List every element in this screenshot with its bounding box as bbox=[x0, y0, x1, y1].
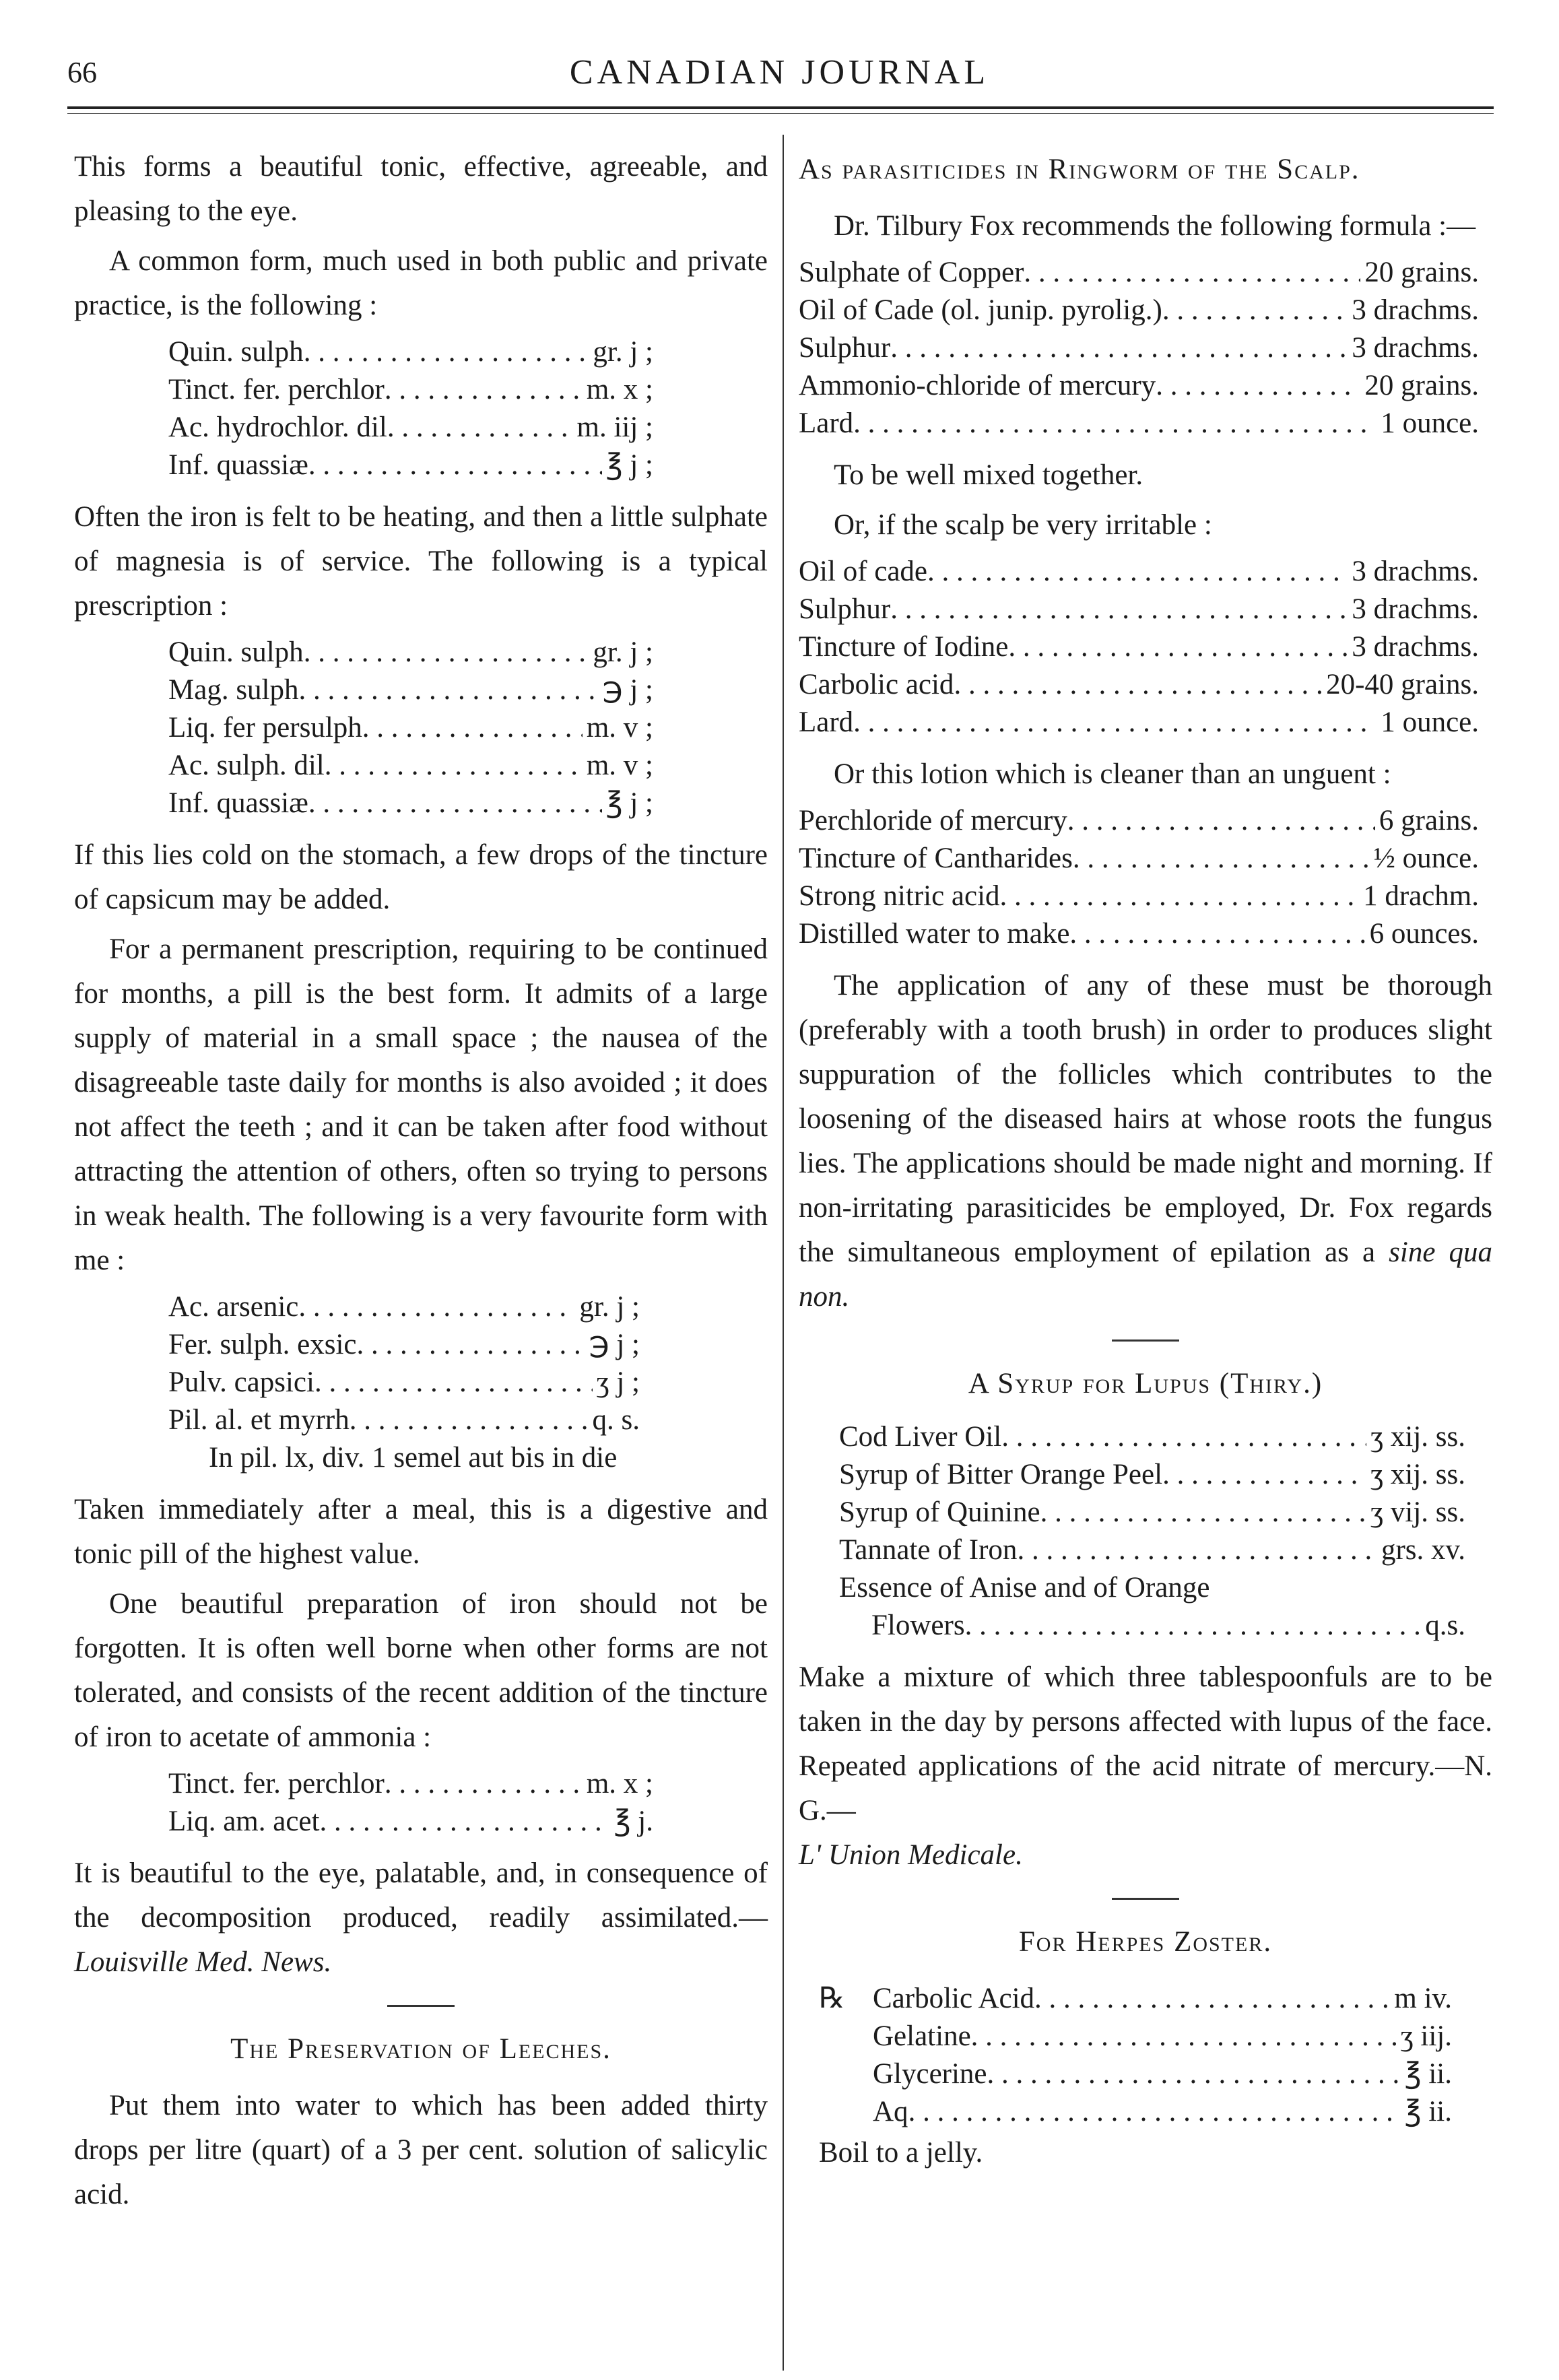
paragraph: One beautiful preparation of iron should not be forgotten. It is often well borne when other forms are not tolerated, and consists of the recent addition of the tincture of iron to acetate of ammonia : bbox=[74, 1588, 768, 1753]
ingredient-name: Lard bbox=[799, 407, 854, 439]
paragraph: Taken immediately after a meal, this is a digestive and tonic pill of the highest value. bbox=[74, 1494, 768, 1570]
prescription-row bbox=[799, 591, 1479, 628]
ingredient-name: Tinct. fer. perchlor bbox=[168, 1768, 385, 1799]
ingredient-dose: gr. j ; bbox=[593, 636, 653, 668]
ingredient-dose: 6 grains. bbox=[1379, 805, 1479, 836]
prescription-row bbox=[799, 553, 1479, 591]
source-citation: L' Union Medicale. bbox=[799, 1839, 1023, 1871]
ingredient-dose: ℈ j ; bbox=[602, 674, 653, 706]
prescription-row bbox=[873, 1980, 1452, 2018]
ingredient-dose: ℥ j ; bbox=[605, 449, 653, 481]
prescription-row bbox=[799, 254, 1479, 292]
source-citation: Louisville Med. News. bbox=[74, 1946, 332, 1978]
ingredient-dose: 1 ounce. bbox=[1381, 706, 1479, 738]
prescription-row bbox=[799, 840, 1479, 878]
prescription-list bbox=[168, 1288, 640, 1439]
prescription-row bbox=[168, 747, 653, 785]
ingredient-dose: ℥ ii. bbox=[1404, 2096, 1452, 2127]
herpes-prescription bbox=[799, 1977, 1492, 2131]
paragraph: A common form, much used in both public and private practice, is the following : bbox=[74, 245, 768, 321]
ingredient-dose: gr. j ; bbox=[593, 336, 653, 368]
recipe-symbol-icon: ℞ bbox=[819, 1983, 845, 2014]
prescription-row bbox=[799, 878, 1479, 915]
ingredient-dose: grs. xv. bbox=[1381, 1534, 1465, 1566]
ingredient-name: Tincture of Iodine bbox=[799, 631, 1009, 663]
prescription-row bbox=[168, 1803, 653, 1841]
ingredient-name: Quin. sulph bbox=[168, 636, 304, 668]
section-heading: The Preservation of Leeches. bbox=[230, 2033, 611, 2065]
ingredient-dose: ℥ j. bbox=[613, 1806, 653, 1837]
header-rule bbox=[67, 106, 1494, 109]
latin-phrase: sine qua non. bbox=[799, 1236, 1492, 1313]
ingredient-name: Cod Liver Oil bbox=[839, 1421, 1002, 1453]
ingredient-name: Ammonio-chloride of mercury bbox=[799, 370, 1156, 401]
paragraph: Often the iron is felt to be heating, and then a little sulphate of magnesia is of service. The following is a typical prescription : bbox=[74, 501, 768, 622]
ingredient-dose: ℥ j ; bbox=[605, 787, 653, 819]
ingredient-dose: 3 drachms. bbox=[1352, 631, 1479, 663]
ingredient-name: Ac. hydrochlor. dil bbox=[168, 411, 387, 443]
ingredient-dose: ½ ounce. bbox=[1373, 842, 1479, 874]
prescription-note-wrap bbox=[168, 1439, 640, 1477]
prescription-row bbox=[839, 1607, 1465, 1645]
prescription-row bbox=[799, 367, 1479, 405]
prescription-list bbox=[839, 1418, 1465, 1569]
ingredient-dose: q.s. bbox=[1425, 1610, 1465, 1641]
ingredient-dose: 3 drachms. bbox=[1352, 332, 1479, 364]
ingredient-dose: ʒ j ; bbox=[596, 1366, 640, 1398]
ingredient-name: Syrup of Bitter Orange Peel bbox=[839, 1459, 1163, 1490]
ingredient-name: Glycerine bbox=[873, 2058, 987, 2090]
prescription-row bbox=[168, 1288, 640, 1326]
prescription-row bbox=[168, 634, 653, 671]
paragraph: Put them into water to which has been added thirty drops per litre (quart) of a 3 per cent. solution of salicylic acid. bbox=[74, 2090, 768, 2210]
section-separator bbox=[1112, 1340, 1179, 1342]
prescription-note: In pil. lx, div. 1 semel aut bis in die bbox=[209, 1442, 618, 1474]
ingredient-name: Sulphur bbox=[799, 593, 891, 625]
ingredient-name: Tinct. fer. perchlor bbox=[168, 374, 385, 405]
prescription-row bbox=[839, 1569, 1465, 1607]
ingredient-dose: m iv. bbox=[1394, 1983, 1452, 2014]
prescription-row bbox=[839, 1456, 1465, 1494]
prescription-row bbox=[839, 1531, 1465, 1569]
column-divider bbox=[783, 135, 784, 2371]
ingredient-dose: ℈ j ; bbox=[589, 1329, 640, 1360]
ingredient-name: Inf. quassiæ bbox=[168, 449, 308, 481]
paragraph-text: The application of any of these must be thorough (preferably with a tooth brush) in order to produces slight suppuration of the follicles which contributes to the loosening of the diseased hairs at whose roots the fungus lies. The applications should be made night and morning. If non-irritating parasiticides be employed, Dr. Fox regards the simultaneous employment of epilation as a bbox=[799, 970, 1492, 1268]
ingredient-dose: 20 grains. bbox=[1364, 257, 1479, 288]
ingredient-dose: 1 ounce. bbox=[1381, 407, 1479, 439]
ingredient-name: Tincture of Cantharides bbox=[799, 842, 1073, 874]
ingredient-name: Tannate of Iron bbox=[839, 1534, 1018, 1566]
ingredient-name: Fer. sulph. exsic bbox=[168, 1329, 357, 1360]
ingredient-name: Mag. sulph bbox=[168, 674, 299, 706]
running-title: CANADIAN JOURNAL bbox=[569, 53, 990, 92]
ingredient-name: Gelatine bbox=[873, 2020, 971, 2052]
prescription-row bbox=[168, 371, 653, 409]
header-rule-thin bbox=[67, 113, 1494, 114]
paragraph bbox=[74, 1851, 768, 1985]
paragraph: Or this lotion which is cleaner than an unguent : bbox=[834, 758, 1391, 790]
prescription-row bbox=[168, 409, 653, 447]
paragraph: Dr. Tilbury Fox recommends the following formula :— bbox=[834, 210, 1476, 242]
ingredient-dose: m. iij ; bbox=[576, 411, 653, 443]
paragraph: For a permanent prescription, requiring to be continued for months, a pill is the best form. It admits of a large supply of material in a small space ; the nausea of the disagreeable taste daily for months is also avoided ; it does not affect the teeth ; and it can be taken after food without attracting the attention of others, often so trying to persons in weak health. The following is a very favourite form with me : bbox=[74, 933, 768, 1276]
ingredient-dose: ʒ iij. bbox=[1400, 2020, 1452, 2052]
ingredient-dose: m. x ; bbox=[586, 1768, 653, 1799]
ingredient-name: Flowers bbox=[871, 1610, 965, 1641]
ingredient-dose: ʒ vij. ss. bbox=[1370, 1496, 1465, 1528]
paragraph bbox=[799, 1655, 1492, 1878]
page-number: 66 bbox=[67, 56, 97, 89]
ingredient-dose: ʒ xij. ss. bbox=[1370, 1459, 1465, 1490]
prescription-row bbox=[799, 329, 1479, 367]
prescription-row bbox=[168, 1765, 653, 1803]
ingredient-name: Oil of cade bbox=[799, 556, 928, 587]
prescription-list bbox=[799, 254, 1479, 442]
ingredient-dose: gr. j ; bbox=[579, 1291, 640, 1323]
prescription-row bbox=[839, 1418, 1465, 1456]
prescription-list bbox=[873, 1980, 1452, 2131]
ingredient-dose: ʒ xij. ss. bbox=[1370, 1421, 1465, 1453]
paragraph: If this lies cold on the stomach, a few drops of the tincture of capsicum may be added. bbox=[74, 839, 768, 915]
ingredient-name: Liq. fer persulph bbox=[168, 712, 362, 743]
ingredient-dose: 3 drachms. bbox=[1352, 593, 1479, 625]
ingredient-name: Perchloride of mercury bbox=[799, 805, 1067, 836]
prescription-row bbox=[168, 1326, 640, 1364]
prescription-row bbox=[799, 292, 1479, 329]
ingredient-name: Ac. sulph. dil bbox=[168, 750, 325, 781]
ingredient-dose: m. x ; bbox=[586, 374, 653, 405]
prescription-row bbox=[168, 671, 653, 709]
ingredient-name: Ac. arsenic bbox=[168, 1291, 299, 1323]
prescription-row bbox=[168, 1401, 640, 1439]
paragraph-text: It is beautiful to the eye, palatable, and, in consequence of the decomposition produced, readily assimilated.— bbox=[74, 1857, 768, 1933]
prescription-row bbox=[839, 1494, 1465, 1531]
prescription-row bbox=[799, 405, 1479, 442]
ingredient-name: Aq bbox=[873, 2096, 908, 2127]
prescription-row bbox=[873, 2018, 1452, 2055]
prescription-row bbox=[799, 802, 1479, 840]
paragraph: Boil to a jelly. bbox=[819, 2137, 983, 2169]
ingredient-name: Syrup of Quinine bbox=[839, 1496, 1040, 1528]
prescription-list bbox=[168, 634, 653, 822]
section-heading: A Syrup for Lupus (Thiry.) bbox=[968, 1368, 1323, 1399]
prescription-list bbox=[799, 802, 1479, 953]
ingredient-name: Lard bbox=[799, 706, 854, 738]
prescription-row bbox=[799, 628, 1479, 666]
prescription-row bbox=[168, 333, 653, 371]
paragraph: To be well mixed together. bbox=[834, 459, 1143, 491]
prescription-row bbox=[168, 447, 653, 484]
ingredient-dose: 1 drachm. bbox=[1363, 880, 1479, 912]
section-separator bbox=[1112, 1898, 1179, 1900]
prescription-row bbox=[799, 666, 1479, 704]
ingredient-dose: 3 drachms. bbox=[1352, 556, 1479, 587]
prescription-list bbox=[168, 333, 653, 484]
section-heading: For Herpes Zoster. bbox=[1018, 1926, 1273, 1958]
ingredient-dose: ℥ ii. bbox=[1404, 2058, 1452, 2090]
ingredient-name: Pulv. capsici bbox=[168, 1366, 314, 1398]
ingredient-dose: 3 drachms. bbox=[1352, 294, 1479, 326]
paragraph-text: Make a mixture of which three tablespoonfuls are to be taken in the day by persons affected with lupus of the face. Repeated applications of the acid nitrate of mercury.—N. G.— bbox=[799, 1661, 1492, 1826]
ingredient-name: Quin. sulph bbox=[168, 336, 304, 368]
ingredient-dose: 20 grains. bbox=[1364, 370, 1479, 401]
section-heading: As parasiticides in Ringworm of the Scalp. bbox=[799, 154, 1360, 185]
prescription-row bbox=[168, 1364, 640, 1401]
paragraph: This forms a beautiful tonic, effective, agreeable, and pleasing to the eye. bbox=[74, 151, 768, 227]
paragraph: Or, if the scalp be very irritable : bbox=[834, 509, 1212, 541]
prescription-row bbox=[168, 709, 653, 747]
ingredient-name: Carbolic acid bbox=[799, 669, 954, 700]
ingredient-name: Essence of Anise and of Orange bbox=[839, 1572, 1210, 1604]
section-separator bbox=[387, 2005, 455, 2007]
prescription-row bbox=[799, 915, 1479, 953]
ingredient-name: Sulphate of Copper bbox=[799, 257, 1024, 288]
ingredient-name: Pil. al. et myrrh bbox=[168, 1404, 350, 1436]
ingredient-name: Inf. quassiæ bbox=[168, 787, 308, 819]
ingredient-dose: m. v ; bbox=[586, 750, 653, 781]
ingredient-name: Strong nitric acid bbox=[799, 880, 1000, 912]
prescription-row bbox=[873, 2093, 1452, 2131]
prescription-row bbox=[873, 2055, 1452, 2093]
prescription-list-extra bbox=[839, 1569, 1465, 1645]
ingredient-name: Liq. am. acet bbox=[168, 1806, 320, 1837]
ingredient-dose: 20-40 grains. bbox=[1326, 669, 1479, 700]
ingredient-name: Sulphur bbox=[799, 332, 891, 364]
ingredient-dose: 6 ounces. bbox=[1369, 918, 1479, 950]
right-column bbox=[799, 145, 1492, 2181]
ingredient-name: Oil of Cade (ol. junip. pyrolig.) bbox=[799, 294, 1162, 326]
prescription-row bbox=[168, 785, 653, 822]
prescription-list bbox=[799, 553, 1479, 741]
paragraph bbox=[799, 964, 1492, 1319]
ingredient-name: Distilled water to make bbox=[799, 918, 1070, 950]
ingredient-dose: m. v ; bbox=[586, 712, 653, 743]
prescription-list bbox=[168, 1765, 653, 1841]
prescription-row bbox=[799, 704, 1479, 741]
ingredient-dose: q. s. bbox=[592, 1404, 640, 1436]
ingredient-name: Carbolic Acid bbox=[873, 1983, 1035, 2014]
left-column bbox=[74, 145, 768, 2222]
